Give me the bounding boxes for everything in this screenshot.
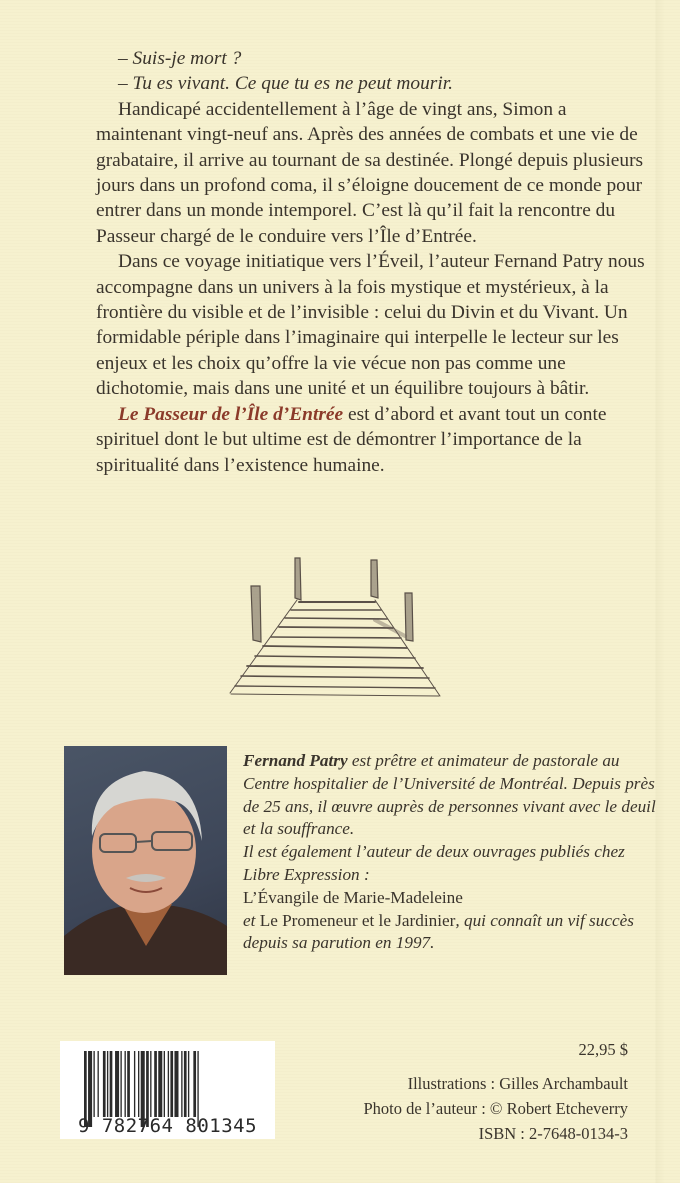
bio-and: et [243, 910, 260, 930]
bio-text-2: Il est également l’auteur de deux ouvrages publiés chez Libre Expression : [243, 842, 625, 884]
author-portrait-icon [64, 746, 227, 975]
barcode-bar [107, 1051, 108, 1117]
barcode-bar [120, 1051, 121, 1117]
illustrations-credit: Illustrations : Gilles Archambault [407, 1074, 628, 1093]
back-cover-blurb [96, 46, 656, 478]
barcode-bar [188, 1051, 189, 1117]
blurb-paragraph-3 [96, 402, 656, 478]
blurb-paragraph-1: Handicapé accidentellement à l’âge de vingt ans, Simon a maintenant vingt-neuf ans. Après des années de combats et une vie de grabataire, il arrive au tournant de sa destinée. Plongé depuis plusieurs jours dans un profond coma, il s’éloigne doucement de ce monde pour entrer dans un monde intemporel. C’est là qu’il fait la rencontre du Passeur chargé de le conduire vers l’Île d’Entrée. [96, 98, 644, 247]
barcode-bar [184, 1051, 187, 1117]
barcode-bar [150, 1051, 151, 1117]
bio-book-2: Le Promeneur et le Jardinier [259, 910, 456, 930]
book-title: Le Passeur de l’Île d’Entrée [118, 403, 344, 425]
dialogue-line-1: – Suis-je mort ? [118, 48, 242, 69]
isbn-barcode [60, 1041, 275, 1139]
author-photo [64, 746, 227, 975]
blurb-paragraph-3-text: est d’abord et avant tout un conte spirituel dont le but ultime est de démontrer l’importance de la spiritualité dans l’existence humaine. [96, 403, 607, 476]
barcode-bar [110, 1051, 113, 1117]
blurb-paragraph-2: Dans ce voyage initiatique vers l’Éveil, l’auteur Fernand Patry nous accompagne dans un univers à la fois mystique et mystérieux, à la frontière du visible et de l’invisible : celui du Divin et du Vivant. Un formidable périple dans l’imaginaire qui interpelle le lecteur sur les enjeux et les choix qu’offre la vie vécue non pas comme une dichotomie, mais dans une unité et un équilibre toujours à bâtir. [96, 251, 645, 400]
barcode-bar [181, 1051, 182, 1117]
dock-sketch-icon [225, 548, 445, 703]
author-bio [243, 750, 663, 955]
photo-credit: Photo de l’auteur : © Robert Etcheverry [363, 1099, 628, 1118]
barcode-bar [174, 1051, 178, 1117]
dialogue-line-2: – Tu es vivant. Ce que tu es ne peut mourir. [118, 73, 453, 95]
bio-paragraph-3 [243, 910, 663, 956]
credits [363, 1071, 628, 1146]
barcode-bar [164, 1051, 165, 1117]
price: 22,95 $ [578, 1040, 628, 1059]
bio-text-3: , qui connaît un vif succès depuis sa parution en 1997. [243, 910, 634, 953]
bio-text-1: est prêtre et animateur de pastorale au Centre hospitalier de l’Université de Montréal. Depuis près de 25 ans, il œuvre auprès de personnes vivant avec le deuil et la souffrance. [243, 751, 656, 839]
barcode-bar [127, 1051, 130, 1117]
barcode-digits: 9 782764 801345 [77, 1115, 258, 1137]
barcode-bar [125, 1051, 126, 1117]
author-name: Fernand Patry [243, 751, 348, 770]
barcode-bar [93, 1051, 94, 1117]
barcode-bar [158, 1051, 162, 1117]
barcode-bar [168, 1051, 169, 1117]
barcode-bar [193, 1051, 196, 1117]
barcode-bar [98, 1051, 99, 1117]
isbn: ISBN : 2-7648-0134-3 [478, 1124, 628, 1143]
bio-paragraph-1 [243, 750, 663, 841]
barcode-bar [138, 1051, 139, 1117]
bio-book-1: L’Évangile de Marie-Madeleine [243, 887, 463, 907]
barcode-bar [154, 1051, 157, 1117]
barcode-bar [170, 1051, 173, 1117]
dock-illustration [225, 548, 445, 703]
barcode-bar [134, 1051, 135, 1117]
barcode-bar [103, 1051, 106, 1117]
barcode-bar [115, 1051, 119, 1117]
